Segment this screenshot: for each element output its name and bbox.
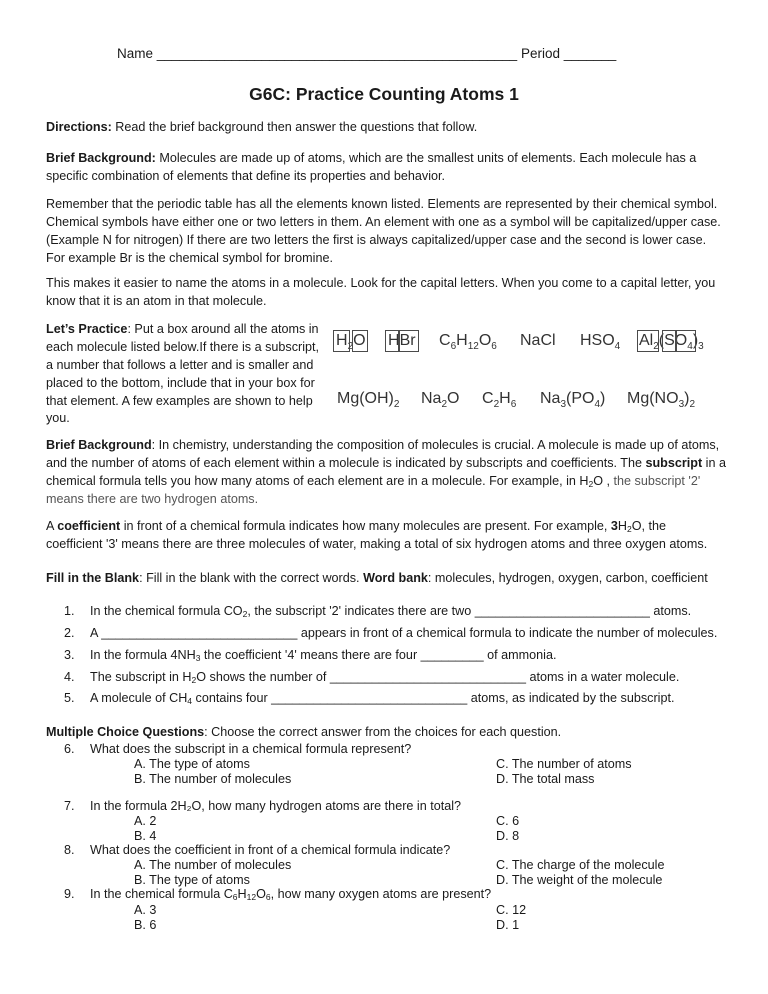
subscript-term: subscript bbox=[645, 455, 703, 470]
period-label: Period bbox=[520, 46, 560, 61]
atom-box-o4 bbox=[675, 330, 696, 352]
q6-option-d[interactable]: D. The total mass bbox=[496, 772, 595, 786]
q6-option-a[interactable]: A. The type of atoms bbox=[134, 757, 250, 771]
q6-option-c[interactable]: C. The number of atoms bbox=[496, 757, 632, 771]
q9-option-d[interactable]: D. 1 bbox=[496, 918, 520, 932]
name-label: Name bbox=[117, 46, 154, 61]
fill-blank-instructions: Fill in the Blank: Fill in the blank with the correct words. Word bank: molecules, hydrogen, oxygen, carbon, coefficient bbox=[46, 571, 708, 585]
lets-practice bbox=[46, 321, 324, 428]
molecule-mgno32: $Mg(NO_3)_2$ bbox=[627, 390, 696, 410]
q9-option-a[interactable]: A. 3 bbox=[134, 903, 157, 917]
q6-option-b[interactable]: B. The number of molecules bbox=[134, 772, 292, 786]
molecule-nacl: NaCl bbox=[520, 332, 556, 349]
q8-option-c[interactable]: C. The charge of the molecule bbox=[496, 858, 665, 872]
molecule-h2o: $H_2O$ bbox=[336, 332, 366, 352]
atom-box-h bbox=[333, 330, 350, 352]
question-4[interactable]: 4. The subscript in $H_2O$ shows the number of ____________________________ atoms in a water molecule. bbox=[64, 670, 680, 685]
q7-option-a[interactable]: A. 2 bbox=[134, 814, 157, 828]
q8-option-b[interactable]: B. The type of atoms bbox=[134, 873, 250, 887]
name-blank[interactable]: ________________________________________________ bbox=[156, 46, 518, 61]
q7-option-c[interactable]: C. 6 bbox=[496, 814, 520, 828]
q8-option-a[interactable]: A. The number of molecules bbox=[134, 858, 292, 872]
background-1-text: Molecules are made up of atoms, which are the smallest units of elements. Each molecule has a specific combination of elements that define its properties and behavior. bbox=[46, 151, 697, 183]
molecule-c2h6: $C_2H_6$ bbox=[482, 390, 517, 410]
molecule-na3po4: $Na_3(PO_4)$ bbox=[540, 390, 606, 410]
directions-text: Read the brief background then answer the questions that follow. bbox=[111, 120, 478, 134]
name-period-line bbox=[117, 44, 616, 63]
coefficient-term: coefficient bbox=[57, 519, 121, 533]
atom-box-br bbox=[398, 330, 419, 352]
q8-option-d[interactable]: D. The weight of the molecule bbox=[496, 873, 663, 887]
q7-option-d[interactable]: D. 8 bbox=[496, 829, 520, 843]
page-title: G6C: Practice Counting Atoms 1 bbox=[249, 84, 519, 104]
question-8: 8. What does the coefficient in front of a chemical formula indicate? bbox=[64, 843, 451, 857]
directions bbox=[46, 119, 726, 137]
molecule-hbr: HBr bbox=[388, 332, 416, 349]
atom-box-o bbox=[352, 330, 368, 352]
lets-practice-label: Let’s Practice bbox=[46, 322, 128, 336]
molecule-na2o: $Na_2O$ bbox=[421, 390, 460, 410]
question-7: 7. In the formula 2H₂O, how many hydrogen atoms are there in total? bbox=[64, 799, 461, 813]
coefficient-paragraph: A coefficient in front of a chemical formula indicates how many molecules are present. For example, $3H_2O$, the coefficient '3' means there are three molecules of water, making a total of six hydrogen atoms and three oxygen atoms. bbox=[46, 519, 708, 551]
q9-option-b[interactable]: B. 6 bbox=[134, 918, 157, 932]
atom-box-al bbox=[637, 330, 659, 352]
question-6: 6. What does the subscript in a chemical formula represent? bbox=[64, 742, 412, 756]
background-1-label: Brief Background: bbox=[46, 151, 156, 165]
directions-label: Directions: bbox=[46, 120, 112, 134]
question-1[interactable]: 1. In the chemical formula $CO_2$, the subscript '2' indicates there are two _________________________ atoms. bbox=[64, 604, 692, 619]
fill-blank-label: Fill in the Blank bbox=[46, 571, 140, 585]
question-5[interactable]: 5. A molecule of $CH_4$ contains four ____________________________ atoms, as indicated by the subscript. bbox=[64, 691, 675, 706]
q7-option-b[interactable]: B. 4 bbox=[134, 829, 157, 843]
period-blank[interactable]: _______ bbox=[563, 46, 617, 61]
word-bank-label: Word bank bbox=[363, 571, 428, 585]
question-3[interactable]: 3. In the formula $4NH_3$ the coefficient '4' means there are four _________ of ammonia. bbox=[64, 648, 557, 663]
background-2: Brief Background: In chemistry, understanding the composition of molecules is crucial. A molecule is made up of atoms, and the number of atoms of each element within a molecule is indicated by subscripts and coefficients. The subscript in a chemical formula tells you how many atoms of each element are in a molecule. For example, in $H_2O$ , the subscript '2' means there are two hydrogen atoms. bbox=[46, 438, 726, 506]
word-bank: : molecules, hydrogen, oxygen, carbon, coefficient bbox=[427, 571, 708, 585]
multiple-choice-label: Multiple Choice Questions bbox=[46, 725, 205, 739]
molecule-mgoh2: $Mg(OH)_2$ bbox=[337, 390, 400, 410]
background-2-label: Brief Background bbox=[46, 438, 152, 452]
multiple-choice-instructions: Multiple Choice Questions: Choose the correct answer from the choices for each question. bbox=[46, 725, 562, 739]
background-1 bbox=[46, 150, 726, 186]
question-2[interactable]: 2. A ____________________________ appears in front of a chemical formula to indicate the number of molecules. bbox=[64, 626, 718, 640]
q9-option-c[interactable]: C. 12 bbox=[496, 903, 527, 917]
periodic-table-paragraph: Remember that the periodic table has all the elements known listed. Elements are represented by their chemical symbol. Chemical symbols have either one or two letters in them. An element with one as a symbol will be capitalized/upper case. (Example N for nitrogen) If there are two letters the first is always capitalized/upper case and the second is lower case. For example Br is the chemical symbol for bromine. bbox=[46, 197, 721, 265]
lets-practice-text: : Put a box around all the atoms in each molecule listed below.If there is a subscript, a number that follows a letter and is smaller and placed to the bottom, include that in your box for that element. A few examples are shown to help you. bbox=[46, 322, 320, 426]
capital-letters-paragraph: This makes it easier to name the atoms in a molecule. Look for the capital letters. When you come to a capital letter, you know that it is an atom in that molecule. bbox=[46, 276, 716, 308]
molecule-al2so43: $Al_2(SO_4)_3$ bbox=[639, 332, 704, 352]
molecule-c6h12o6: $C_6H_{12}O_6$ bbox=[439, 332, 497, 352]
molecule-hso4: $HSO_4$ bbox=[580, 332, 621, 352]
question-9: 9. In the chemical formula $C_6H_{12}O_6$, how many oxygen atoms are present? bbox=[64, 887, 492, 902]
